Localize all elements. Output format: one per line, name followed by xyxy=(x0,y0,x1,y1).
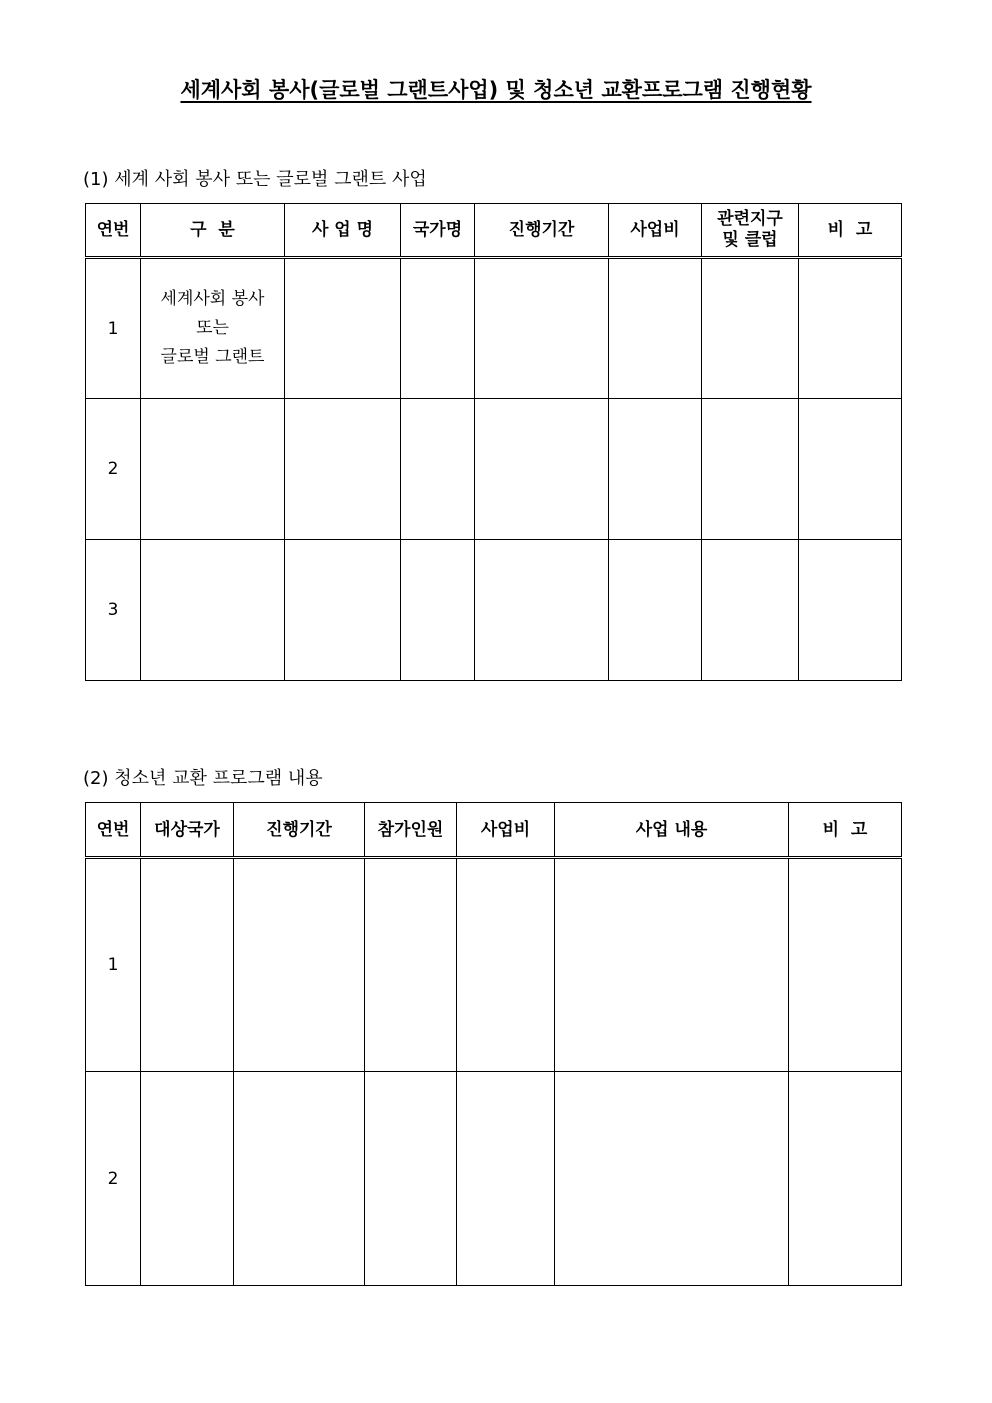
project-name-cell[interactable] xyxy=(285,399,401,540)
header-target-country: 대상국가 xyxy=(141,803,234,858)
header-budget: 사업비 xyxy=(457,803,555,858)
project-name-cell[interactable] xyxy=(285,258,401,399)
district-club-cell[interactable] xyxy=(702,540,799,681)
header-district-club xyxy=(702,204,799,258)
category-line: 또는 xyxy=(196,318,229,338)
header-category: 구 분 xyxy=(141,204,285,258)
budget-cell[interactable] xyxy=(609,258,702,399)
row-number: 3 xyxy=(86,540,141,681)
youth-exchange-table xyxy=(85,802,902,1286)
period-cell[interactable] xyxy=(234,1072,365,1286)
country-cell[interactable] xyxy=(401,258,475,399)
category-cell[interactable] xyxy=(141,540,285,681)
table-header-row xyxy=(86,803,902,858)
budget-cell[interactable] xyxy=(457,1072,555,1286)
period-cell[interactable] xyxy=(475,399,609,540)
period-cell[interactable] xyxy=(234,858,365,1072)
table-row xyxy=(86,1072,902,1286)
section-1-heading: (1) 세계 사회 봉사 또는 글로벌 그랜트 사업 xyxy=(83,169,427,190)
header-country: 국가명 xyxy=(401,204,475,258)
budget-cell[interactable] xyxy=(609,399,702,540)
header-note: 비 고 xyxy=(799,204,902,258)
note-cell[interactable] xyxy=(799,258,902,399)
header-district-line2: 및 클럽 xyxy=(722,230,778,250)
category-line: 세계사회 봉사 xyxy=(160,289,265,309)
header-note: 비 고 xyxy=(789,803,902,858)
table-row xyxy=(86,258,902,399)
period-cell[interactable] xyxy=(475,258,609,399)
category-cell[interactable] xyxy=(141,399,285,540)
target-country-cell[interactable] xyxy=(141,1072,234,1286)
note-cell[interactable] xyxy=(789,858,902,1072)
header-budget: 사업비 xyxy=(609,204,702,258)
row-number: 1 xyxy=(86,858,141,1072)
note-cell[interactable] xyxy=(789,1072,902,1286)
header-project-name: 사 업 명 xyxy=(285,204,401,258)
header-serial: 연번 xyxy=(86,204,141,258)
project-name-cell[interactable] xyxy=(285,540,401,681)
header-content: 사업 내용 xyxy=(555,803,789,858)
district-club-cell[interactable] xyxy=(702,399,799,540)
content-cell[interactable] xyxy=(555,858,789,1072)
content-cell[interactable] xyxy=(555,1072,789,1286)
row-number: 2 xyxy=(86,1072,141,1286)
header-period: 진행기간 xyxy=(234,803,365,858)
category-cell[interactable] xyxy=(141,258,285,399)
table-header-row xyxy=(86,204,902,258)
row-number: 2 xyxy=(86,399,141,540)
table-row xyxy=(86,540,902,681)
budget-cell[interactable] xyxy=(609,540,702,681)
header-period: 진행기간 xyxy=(475,204,609,258)
row-number: 1 xyxy=(86,258,141,399)
header-serial: 연번 xyxy=(86,803,141,858)
header-participants: 참가인원 xyxy=(365,803,457,858)
participants-cell[interactable] xyxy=(365,1072,457,1286)
global-grant-table xyxy=(85,203,902,681)
table-row xyxy=(86,399,902,540)
table-row xyxy=(86,858,902,1072)
period-cell[interactable] xyxy=(475,540,609,681)
category-line: 글로벌 그랜트 xyxy=(160,347,265,367)
district-club-cell[interactable] xyxy=(702,258,799,399)
note-cell[interactable] xyxy=(799,399,902,540)
country-cell[interactable] xyxy=(401,540,475,681)
budget-cell[interactable] xyxy=(457,858,555,1072)
target-country-cell[interactable] xyxy=(141,858,234,1072)
section-2-heading: (2) 청소년 교환 프로그램 내용 xyxy=(83,768,323,789)
country-cell[interactable] xyxy=(401,399,475,540)
header-district-line1: 관련지구 xyxy=(717,209,783,229)
participants-cell[interactable] xyxy=(365,858,457,1072)
document-title: 세계사회 봉사(글로벌 그랜트사업) 및 청소년 교환프로그램 진행현황 xyxy=(180,78,812,102)
note-cell[interactable] xyxy=(799,540,902,681)
